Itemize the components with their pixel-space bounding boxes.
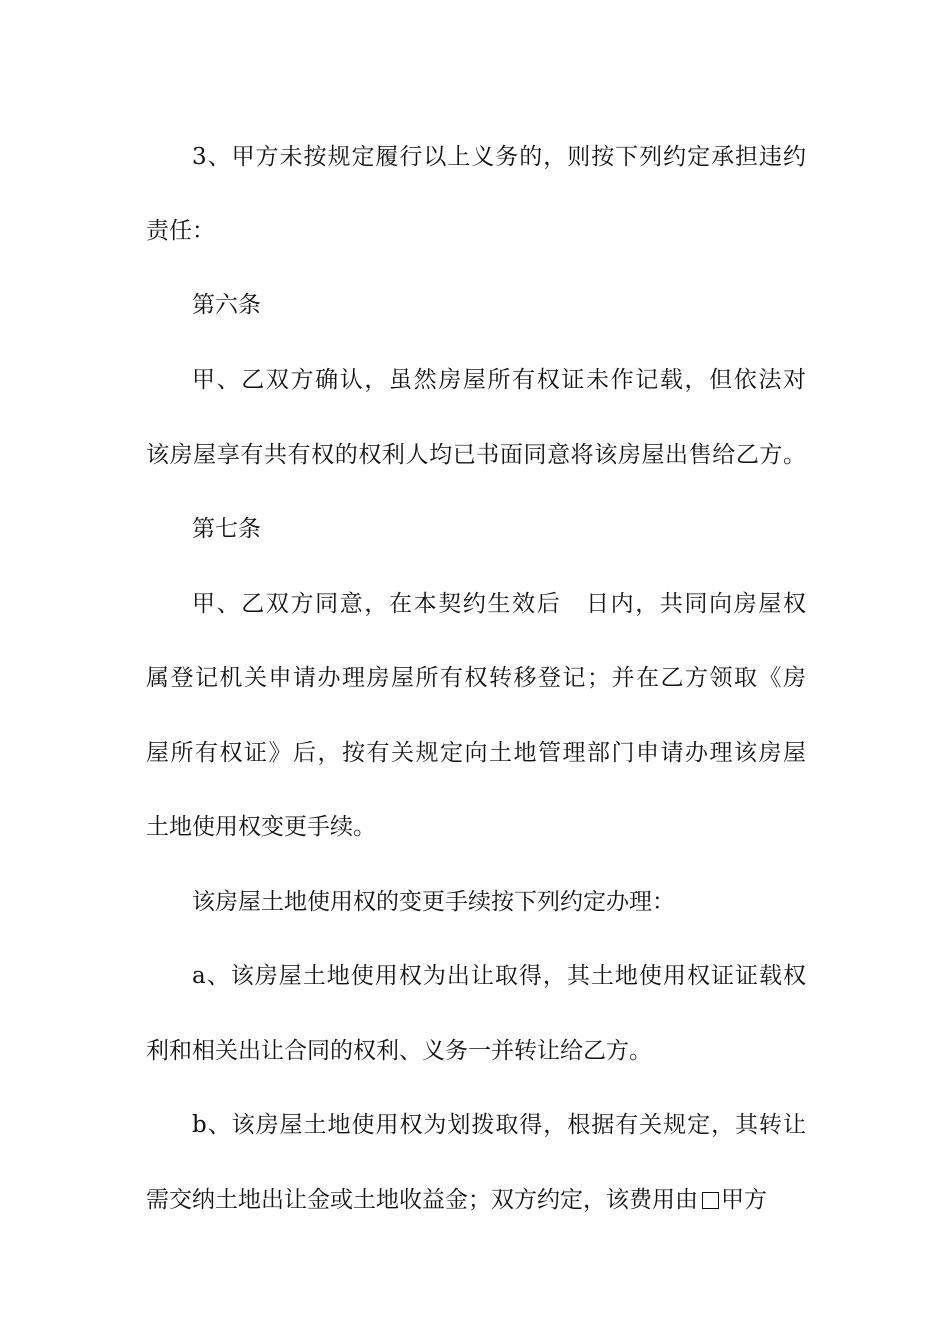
document-page (146, 0, 806, 1344)
text: 屋所有权证》后，按有关规定向土地管理部门申请办理该房屋 (146, 740, 806, 766)
paragraph-line (146, 1185, 806, 1215)
text: 责任： (146, 218, 215, 244)
paragraph-line (146, 1036, 806, 1066)
text: b、该房屋土地使用权为划拨取得，根据有关规定，其转让 (192, 1112, 806, 1138)
paragraph-line (146, 738, 806, 768)
paragraph-line (192, 1110, 806, 1140)
paragraph-line (192, 365, 806, 395)
paragraph-line (146, 663, 806, 693)
text: 利和相关出让合同的权利、义务一并转让给乙方。 (146, 1038, 652, 1064)
paragraph-line (146, 440, 806, 470)
text: 该房屋享有共有权的权利人均已书面同意将该房屋出售给乙方。 (146, 442, 806, 468)
text: 需交纳土地出让金或土地收益金；双方约定，该费用由 (146, 1187, 698, 1213)
text: 甲、乙双方确认，虽然房屋所有权证未作记载，但依法对 (192, 367, 806, 393)
text: 3、甲方未按规定履行以上义务的，则按下列约定承担违约 (192, 144, 806, 170)
text: a、该房屋土地使用权为出让取得，其土地使用权证证载权 (192, 963, 806, 989)
text: 该房屋土地使用权的变更手续按下列约定办理： (192, 889, 675, 915)
article-heading (192, 290, 806, 320)
text: 属登记机关申请办理房屋所有权转移登记；并在乙方领取《房 (146, 665, 806, 691)
paragraph-line (146, 216, 806, 246)
checkbox-icon (702, 1192, 719, 1209)
article-heading (192, 514, 806, 544)
paragraph-line (192, 142, 806, 172)
text: 甲、乙双方同意，在本契约生效后 日内，共同向房屋权 (192, 591, 806, 617)
text: 第六条 (192, 292, 261, 318)
paragraph-line (192, 961, 806, 991)
text: 土地使用权变更手续。 (146, 814, 376, 840)
text: 甲方 (721, 1187, 767, 1213)
text: 第七条 (192, 516, 261, 542)
paragraph-line (192, 589, 806, 619)
paragraph-line (192, 887, 806, 917)
paragraph-line (146, 812, 806, 842)
